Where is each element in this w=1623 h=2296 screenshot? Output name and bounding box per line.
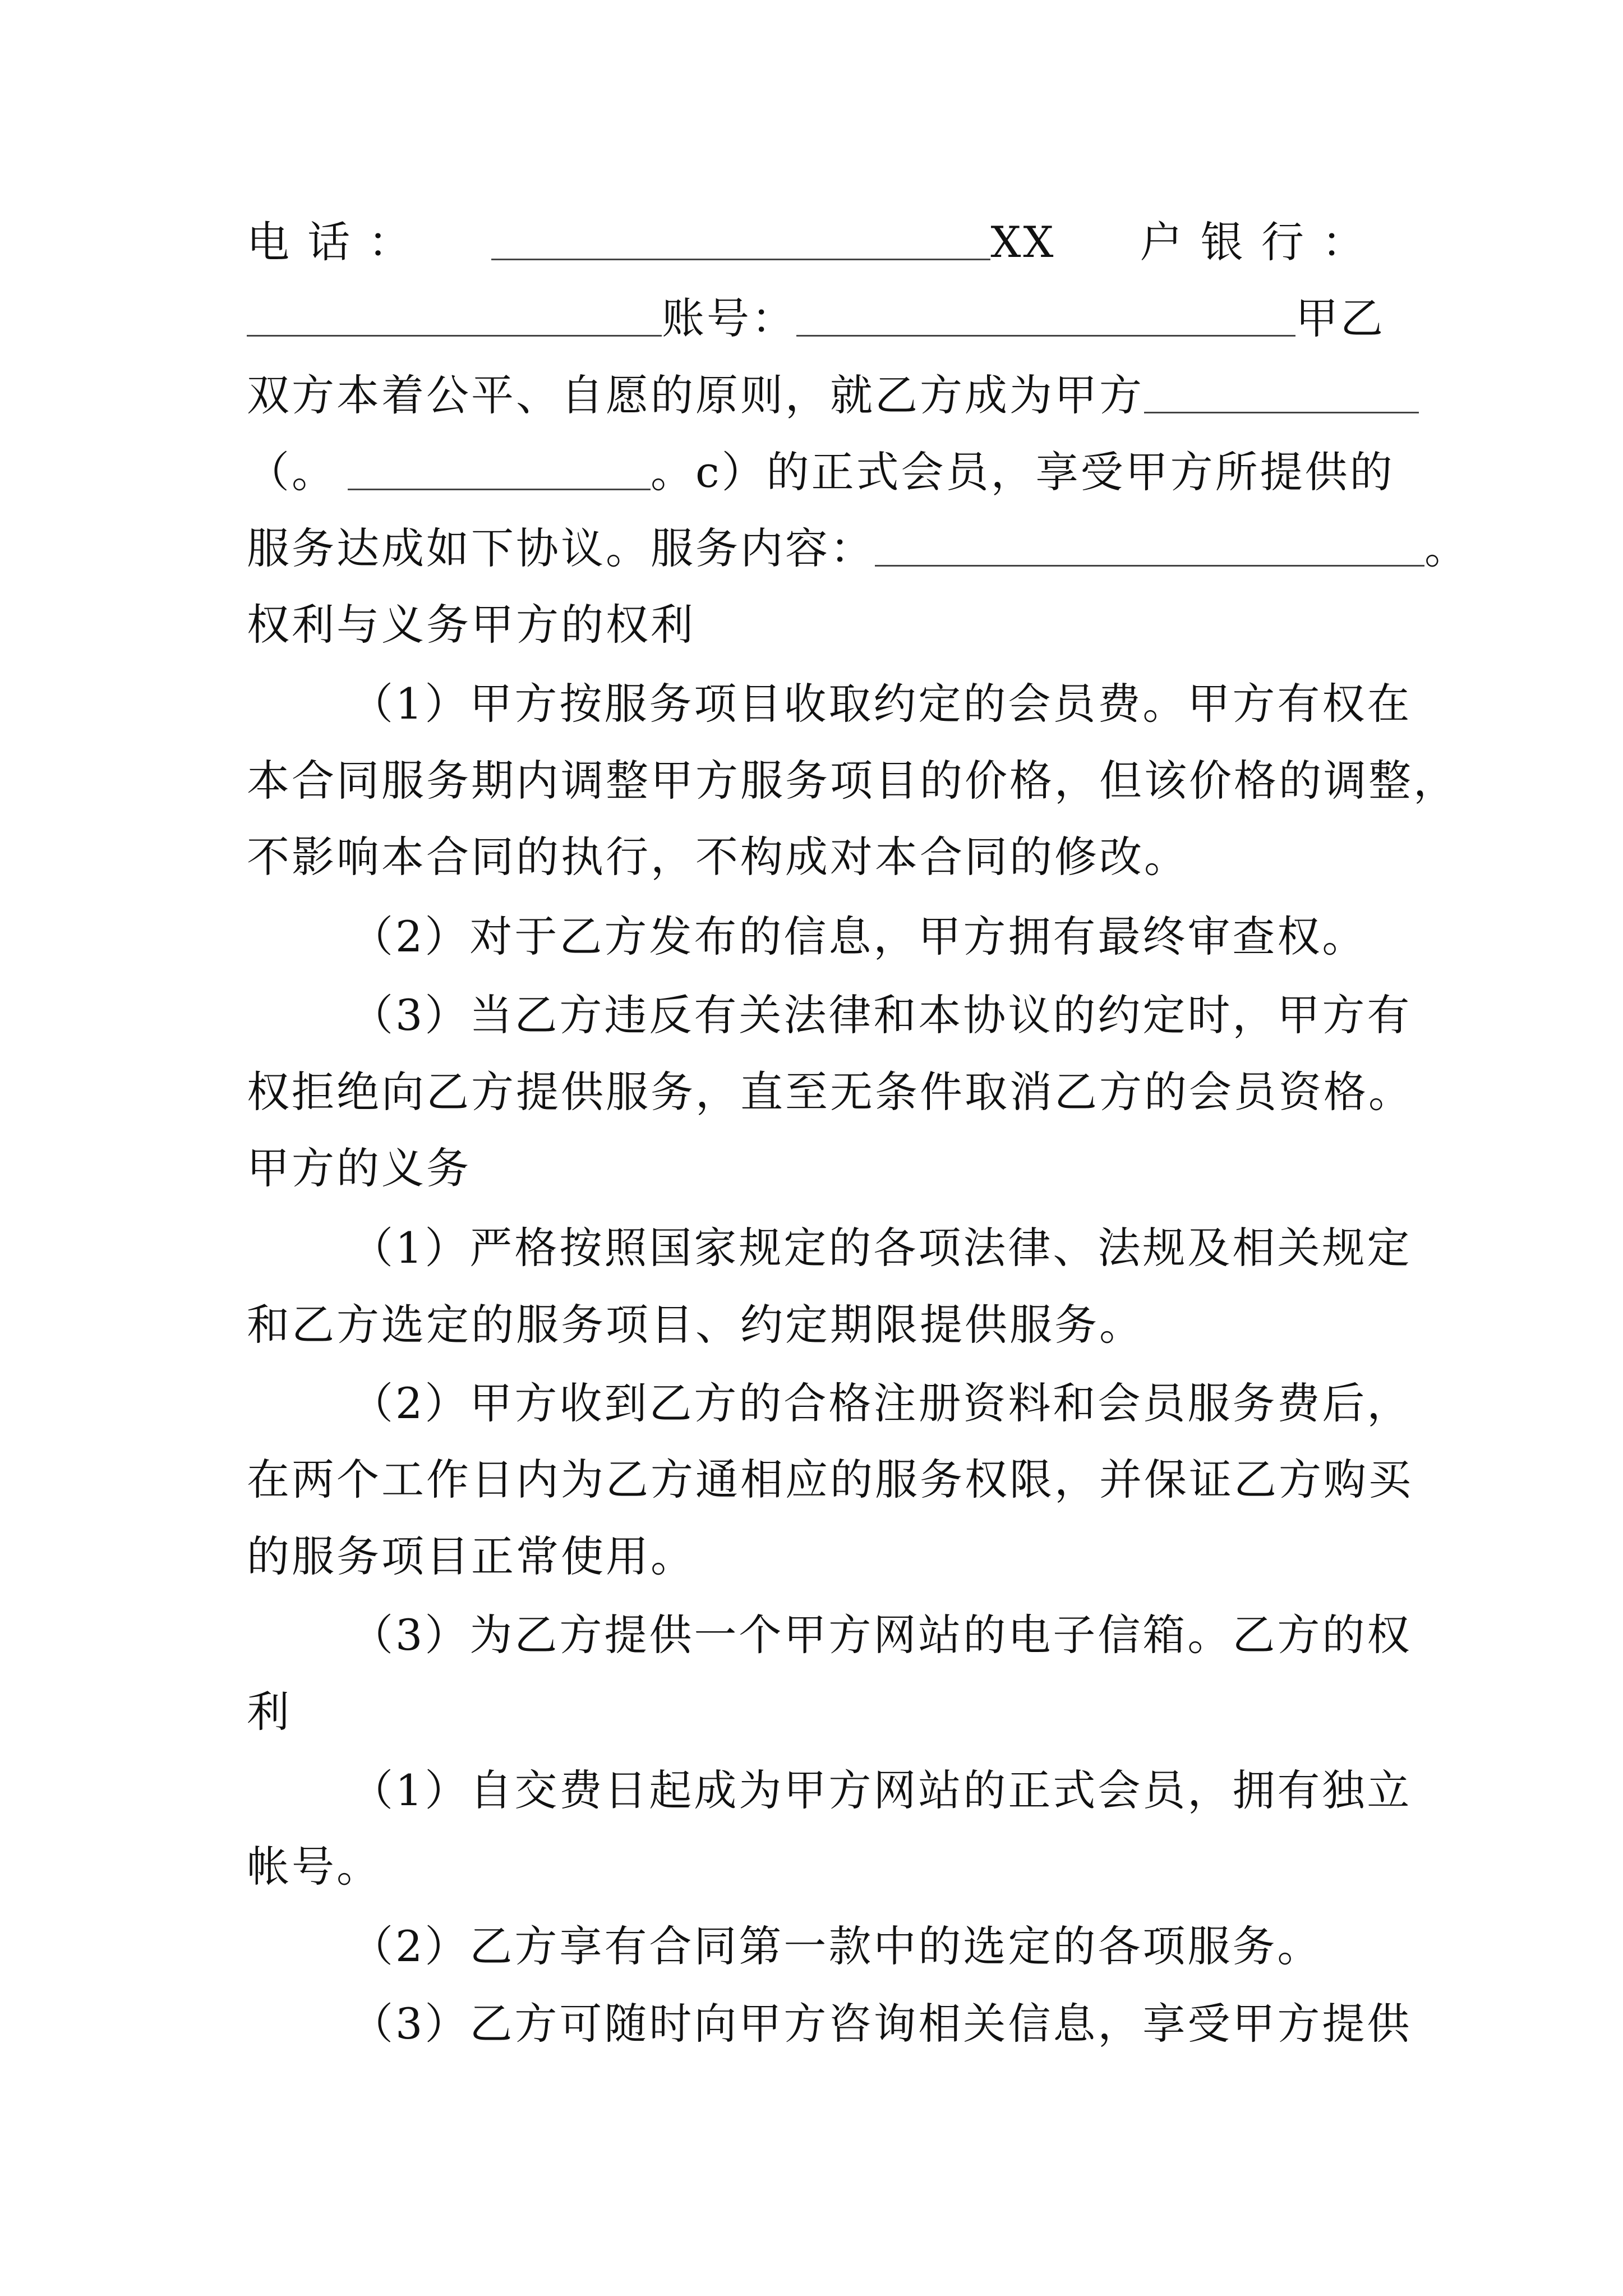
member-line xyxy=(247,444,1395,500)
paren-open: （。 xyxy=(247,447,336,497)
service-content-line xyxy=(247,521,1469,577)
party-a-right-1-line2: 本合同服务期内调整甲方服务项目的价格，但该价格的调整， xyxy=(247,756,1458,806)
bank-label: 户 银 行 ： xyxy=(1140,217,1367,267)
period-text: 。 xyxy=(1424,523,1469,573)
party-a-blank xyxy=(1144,372,1419,413)
service-content-blank xyxy=(875,526,1424,567)
section-heading-party-a-duties: 甲方的义务 xyxy=(247,1143,471,1193)
party-b-right-1-line1: （1）自交费日起成为甲方网站的正式会员，拥有独立 xyxy=(351,1765,1412,1815)
service-content-label: 服务达成如下协议。服务内容： xyxy=(247,523,875,573)
account-line xyxy=(247,291,1385,347)
member-text: 。c）的正式会员，享受甲方所提供的 xyxy=(651,447,1395,497)
party-ab-text: 甲乙 xyxy=(1295,293,1385,343)
bank-blank xyxy=(247,296,662,337)
party-b-right-2: （2）乙方享有合同第一款中的选定的各项服务。 xyxy=(351,1921,1322,1971)
intro-text: 双方本着公平、自愿的原则，就乙方成为甲方 xyxy=(247,370,1144,420)
party-a-duty-2-line2: 在两个工作日内为乙方通相应的服务权限，并保证乙方购买 xyxy=(247,1455,1413,1504)
intro-line xyxy=(247,367,1380,424)
party-a-duty-2-line3: 的服务项目正常使用。 xyxy=(247,1531,695,1581)
party-a-duty-2-line1: （2）甲方收到乙方的合格注册资料和会员服务费后， xyxy=(351,1378,1412,1428)
website-blank xyxy=(348,449,651,490)
party-b-right-1-line2: 帐号。 xyxy=(247,1842,381,1892)
phone-blank xyxy=(491,219,990,260)
party-a-duty-3-line2: 利 xyxy=(247,1687,292,1737)
account-label: 账号： xyxy=(662,293,796,343)
party-a-duty-3-line1: （3）为乙方提供一个甲方网站的电子信箱。乙方的权 xyxy=(351,1610,1412,1660)
xx-text: XX xyxy=(990,217,1056,267)
party-a-right-1-line1: （1）甲方按服务项目收取约定的会员费。甲方有权在 xyxy=(351,679,1412,729)
party-b-right-3-line1: （3）乙方可随时向甲方咨询相关信息，享受甲方提供 xyxy=(351,1999,1412,2049)
party-a-duty-1-line1: （1）严格按照国家规定的各项法律、法规及相关规定 xyxy=(351,1223,1412,1273)
phone-label: 电 话 ： xyxy=(247,217,413,267)
party-a-right-3-line2: 权拒绝向乙方提供服务，直至无条件取消乙方的会员资格。 xyxy=(247,1067,1413,1117)
party-a-right-1-line3: 不影响本合同的执行，不构成对本合同的修改。 xyxy=(247,832,1189,882)
section-heading-rights: 权利与义务甲方的权利 xyxy=(247,600,695,650)
party-a-right-3-line1: （3）当乙方违反有关法律和本协议的约定时，甲方有 xyxy=(351,990,1412,1040)
party-a-right-2: （2）对于乙方发布的信息，甲方拥有最终审查权。 xyxy=(351,912,1367,961)
party-a-duty-1-line2: 和乙方选定的服务项目、约定期限提供服务。 xyxy=(247,1300,1144,1350)
account-blank xyxy=(796,296,1295,337)
phone-bank-line xyxy=(247,214,1380,270)
